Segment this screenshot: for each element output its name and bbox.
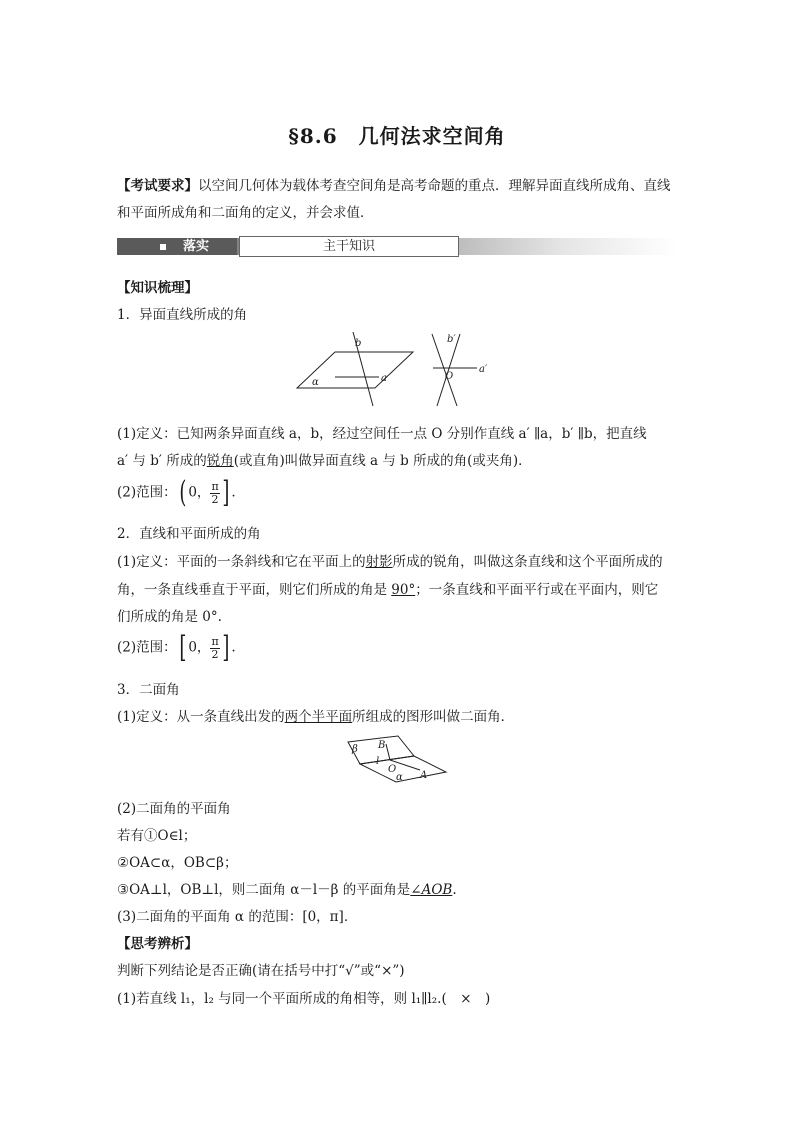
section2-def-text-a: (1)定义：平面的一条斜线和它在平面上的 — [117, 554, 366, 570]
page-title: §8.6 几何法求空间角 — [288, 124, 506, 148]
section1-range — [117, 475, 236, 510]
dihedral-range: (3)二面角的平面角 α 的范围：[0，π]． — [117, 909, 358, 925]
diagram2-label-b-prime: b′ — [447, 334, 456, 345]
requirement-text-1: 以空间几何体为载体考查空间角是高考命题的重点．理解异面直线所成角、直线 — [198, 178, 671, 194]
requirement-line-2: 和平面所成角和二面角的定义，并会求值． — [117, 205, 374, 221]
section2-def-answer-90: 90° — [391, 582, 416, 598]
section1-range-right-bracket: ] — [222, 475, 230, 510]
section1-def-text-c: (或直角)叫做异面直线 a 与 b 所成的角(或夹角)． — [233, 453, 532, 469]
thinking-item-1-close: ) — [471, 991, 491, 1007]
requirement-tag: 【考试要求】 — [117, 178, 198, 194]
section2-def2-text-a: 角，一条直线垂直于平面，则它们所成的角是 — [117, 582, 392, 598]
banner-dark-label: 落实 — [183, 239, 210, 254]
thinking-heading: 【思考辨析】 — [117, 936, 198, 952]
condition-3-text: ③OA⊥l，OB⊥l，则二面角 α－l－β 的平面角是 — [117, 882, 411, 898]
dihedral-label-b: B — [378, 740, 386, 751]
section2-heading: 2．直线和平面所成的角 — [117, 526, 261, 542]
section2-range-fraction — [210, 636, 219, 661]
section2-def-line-2 — [117, 578, 658, 598]
banner-dark-tab — [117, 238, 237, 255]
section1-range-end: . — [231, 484, 236, 501]
fraction-denominator: 2 — [211, 647, 219, 661]
condition-2: ②OA⊂α，OB⊂β； — [117, 855, 238, 871]
edge-l — [360, 756, 414, 764]
section2-range-right-bracket: ] — [222, 630, 230, 665]
condition-3-end: . — [452, 882, 457, 898]
thinking-item-1-text: (1)若直线 l₁，l₂ 与同一个平面所成的角相等，则 l₁∥l₂.( — [117, 991, 461, 1007]
section2-range — [117, 630, 236, 665]
section2-range-left-bracket: [ — [178, 630, 186, 665]
diagram1-label-b: b — [355, 338, 362, 349]
dihedral-label-o: O — [388, 764, 397, 775]
section3-heading: 3．二面角 — [117, 682, 180, 698]
section1-def-line-2 — [117, 449, 532, 469]
thinking-instruction: 判断下列结论是否正确(请在括号中打“√”或“×”) — [117, 963, 405, 979]
section1-range-fraction — [210, 481, 219, 506]
banner-light-label: 主干知识 — [239, 236, 459, 257]
section2-def2-text-c: ；一条直线和平面平行或在平面内，则它 — [415, 582, 659, 598]
dihedral-label-a: A — [420, 770, 428, 781]
section3-def-text-c: 所组成的图形叫做二面角． — [352, 709, 515, 725]
condition-1: 若有①O∈l； — [117, 828, 197, 844]
square-bullet-icon — [160, 244, 166, 250]
section1-def-line-1: (1)定义：已知两条异面直线 a，b，经过空间任一点 O 分别作直线 a′ ∥a，b′ ∥b，把直线 — [117, 426, 647, 442]
dihedral-label-alpha: α — [396, 772, 403, 783]
dihedral-angle-diagram — [340, 734, 450, 786]
section2-def-answer-projection: 射影 — [365, 554, 393, 570]
fraction-numerator: π — [211, 634, 219, 648]
dihedral-label-beta: β — [352, 744, 358, 755]
plane-angle-heading: (2)二面角的平面角 — [117, 801, 231, 817]
knowledge-heading: 【知识梳理】 — [117, 280, 198, 296]
requirement-line-1 — [117, 174, 671, 194]
section1-def-answer: 锐角 — [206, 453, 234, 469]
diagram2-label-a-prime: a′ — [479, 364, 488, 375]
ray-ob — [386, 744, 390, 760]
fraction-numerator: π — [211, 479, 219, 493]
section-banner — [117, 236, 677, 258]
diagram1-label-alpha: α — [312, 377, 319, 388]
fraction-denominator: 2 — [211, 492, 219, 506]
section2-def-text-c: 所成的锐角，叫做这条直线和这个平面所成的 — [392, 554, 663, 570]
section2-range-label: (2)范围： — [117, 639, 177, 656]
section2-range-zero: 0， — [188, 639, 211, 656]
section2-def-line-3: 们所成的角是 0°. — [117, 609, 222, 625]
diagram1-label-a: a — [381, 373, 387, 384]
section1-range-left-bracket: ( — [178, 475, 186, 510]
section1-def-text-a: a′ 与 b′ 所成的 — [117, 453, 207, 469]
section3-def-answer: 两个半平面 — [284, 709, 353, 725]
plane-alpha-shape — [360, 756, 446, 782]
section3-def-text-a: (1)定义：从一条直线出发的 — [117, 709, 285, 725]
condition-3 — [117, 878, 457, 898]
condition-3-answer: ∠AOB — [410, 882, 453, 898]
diagram2-label-o: O — [445, 371, 454, 382]
dihedral-label-l: l — [376, 756, 380, 767]
section1-heading: 1．异面直线所成的角 — [117, 307, 248, 323]
thinking-item-1 — [117, 987, 490, 1007]
section2-range-end: . — [231, 639, 236, 656]
section1-range-zero: 0， — [188, 484, 211, 501]
section1-range-label: (2)范围： — [117, 484, 177, 501]
skew-lines-diagram — [295, 330, 525, 410]
section2-def-line-1 — [117, 550, 663, 570]
section3-def — [117, 705, 514, 725]
thinking-item-1-mark: × — [460, 991, 472, 1007]
